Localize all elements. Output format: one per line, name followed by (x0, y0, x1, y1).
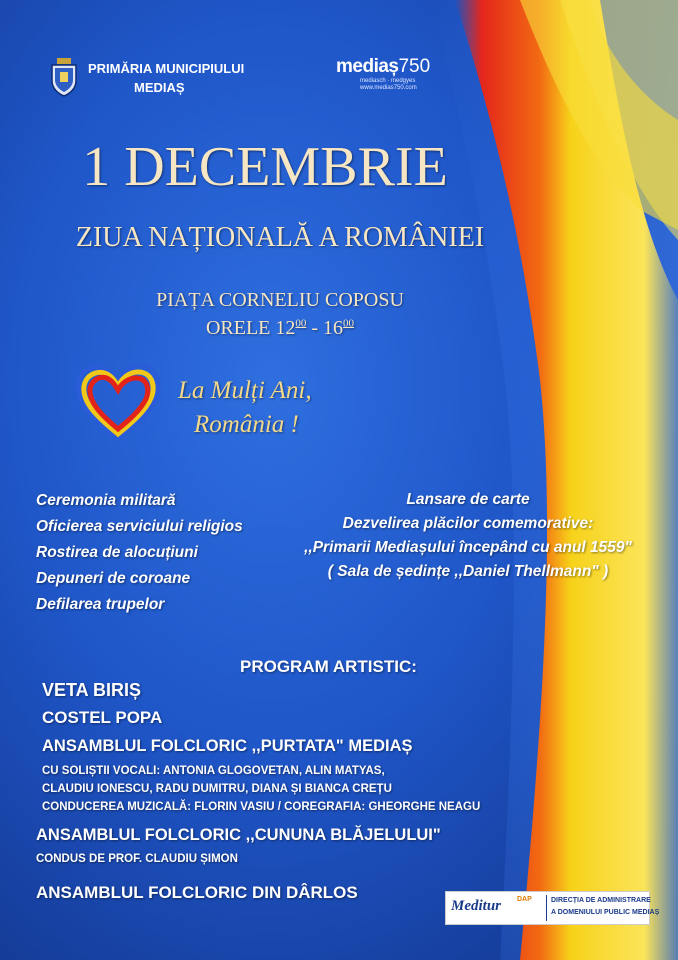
sponsor-brand: Meditur (451, 898, 502, 914)
ensemble-detail: CLAUDIU IONESCU, RADU DUMITRU, DIANA ȘI BIANCA CREȚU (42, 783, 392, 795)
artist-name: VETA BIRIȘ (42, 680, 142, 700)
list-item: ( Sala de ședințe ,,Daniel Thellmann" ) (327, 563, 609, 580)
program-heading: PROGRAM ARTISTIC: (240, 657, 417, 676)
logo-url: www.medias750.com (360, 85, 417, 91)
ensemble-name: ANSAMBLUL FOLCLORIC ,,PURTATA" MEDIAȘ (42, 737, 413, 755)
list-item: Lansare de carte (406, 491, 530, 508)
hours-end-minutes: 00 (343, 317, 355, 330)
hours-start-minutes: 00 (295, 317, 307, 330)
hours-separator: - 16 (306, 317, 344, 339)
city-coat-of-arms-icon (49, 57, 79, 97)
event-hours (0, 317, 560, 340)
divider (546, 895, 547, 921)
list-item: Ceremonia militară (36, 492, 176, 509)
logo-subtitle: mediasch · medgyes (360, 78, 416, 84)
list-item: Dezvelirea plăcilor comemorative: (342, 515, 594, 532)
list-item: ,,Primarii Mediașului începând cu anul 1559" (304, 539, 632, 556)
page-subtitle: ZIUA NAȚIONALĂ A ROMÂNIEI (75, 222, 485, 253)
directorate-line1: DIRECȚIA DE ADMINISTRARE (551, 897, 651, 904)
hours-prefix: ORELE 12 (205, 317, 296, 339)
ensemble-name: ANSAMBLUL FOLCLORIC DIN DÂRLOS (36, 883, 358, 902)
page-title: 1 DECEMBRIE (82, 136, 448, 198)
tricolor-heart-icon (72, 358, 164, 444)
list-item: Rostirea de alocuțiuni (36, 544, 198, 561)
logo-brand: mediaș (336, 56, 399, 77)
ensemble-detail: CONDUS DE PROF. CLAUDIU ȘIMON (36, 853, 238, 865)
artist-name: COSTEL POPA (42, 708, 163, 727)
medias750-logo (336, 56, 431, 91)
events-list (283, 488, 653, 584)
directorate-line2: A DOMENIULUI PUBLIC MEDIAȘ (551, 909, 660, 916)
institution-name-line1: PRIMĂRIA MUNICIPIULUI (88, 61, 245, 76)
sponsor-logo-box (445, 891, 660, 925)
greeting-line1: La Mulți Ani, (178, 377, 312, 404)
sponsor-tag: DAP (517, 896, 532, 903)
ensemble-detail: CONDUCEREA MUZICALĂ: FLORIN VASIU / COREGRAFIA: GHEORGHE NEAGU (42, 801, 481, 813)
logo-number: 750 (398, 56, 431, 77)
greeting-line2: România ! (194, 411, 299, 438)
list-item: Oficierea serviciului religios (36, 518, 243, 535)
ceremony-list (36, 488, 243, 618)
ensemble-name: ANSAMBLUL FOLCLORIC ,,CUNUNA BLĂJELULUI" (36, 826, 441, 844)
event-location: PIAȚA CORNELIU COPOSU (156, 289, 404, 311)
ensemble-detail: CU SOLIȘTII VOCALI: ANTONIA GLOGOVETAN, ALIN MATYAS, (42, 765, 385, 777)
list-item: Depuneri de coroane (36, 570, 191, 587)
institution-name-line2: MEDIAȘ (134, 80, 185, 95)
list-item: Defilarea trupelor (36, 596, 165, 613)
